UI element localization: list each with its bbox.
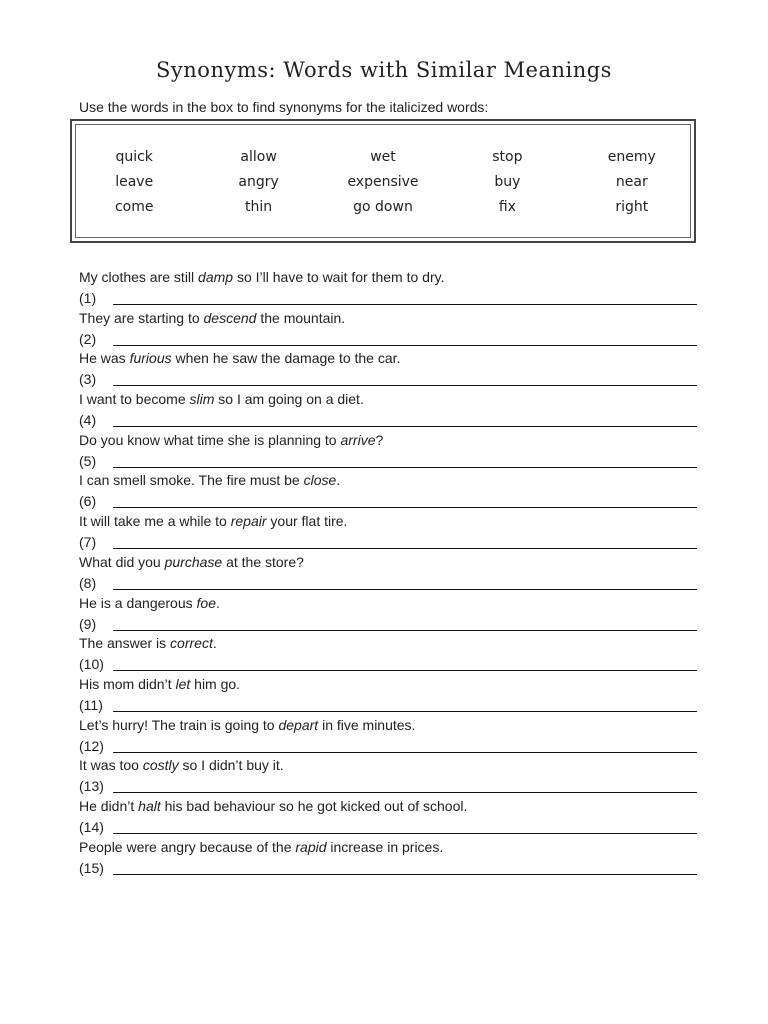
sentence-text: increase in prices. bbox=[326, 838, 444, 855]
word-box-word: leave bbox=[115, 174, 154, 190]
answer-line[interactable] bbox=[113, 670, 697, 671]
question-number: (11) bbox=[79, 696, 103, 713]
question-number: (7) bbox=[79, 534, 97, 551]
question-number: (12) bbox=[79, 737, 104, 754]
sentence-text: so I didn’t buy it. bbox=[178, 757, 284, 774]
question-item bbox=[79, 349, 697, 390]
question-item bbox=[79, 797, 697, 838]
question-number: (2) bbox=[79, 330, 97, 347]
answer-line[interactable] bbox=[113, 589, 697, 590]
word-box-word: come bbox=[114, 199, 154, 215]
italicized-word: arrive bbox=[340, 431, 376, 448]
word-box-word: buy bbox=[494, 174, 521, 190]
question-sentence bbox=[79, 594, 220, 612]
sentence-text: The answer is bbox=[79, 635, 171, 652]
italicized-word: costly bbox=[142, 757, 179, 774]
sentence-text: He didn’t bbox=[79, 797, 139, 814]
question-item bbox=[79, 716, 697, 757]
sentence-text: He was bbox=[79, 350, 130, 367]
question-sentence bbox=[79, 634, 217, 652]
word-box-word: fix bbox=[498, 199, 516, 215]
question-number: (14) bbox=[79, 818, 104, 835]
sentence-text: My clothes are still bbox=[79, 269, 199, 285]
answer-line[interactable] bbox=[113, 752, 697, 753]
sentence-text: They are starting to bbox=[79, 309, 204, 326]
sentence-text: . bbox=[336, 472, 341, 489]
answer-line[interactable] bbox=[113, 507, 697, 508]
question-sentence bbox=[79, 471, 340, 489]
answer-line[interactable] bbox=[113, 548, 697, 549]
question-sentence bbox=[79, 716, 415, 734]
question-sentence bbox=[79, 797, 467, 815]
sentence-text: your flat tire. bbox=[266, 513, 348, 530]
question-sentence bbox=[79, 675, 240, 693]
question-sentence bbox=[79, 838, 443, 856]
word-box-word: stop bbox=[492, 149, 523, 165]
answer-line[interactable] bbox=[113, 304, 697, 305]
word-box-word: thin bbox=[245, 199, 273, 215]
sentence-text: Do you know what time she is planning to bbox=[79, 431, 341, 448]
word-box-word: go down bbox=[353, 199, 413, 215]
sentence-text: His mom didn’t bbox=[79, 675, 176, 692]
sentence-text: . bbox=[216, 594, 220, 611]
instructions: Use the words in the box to find synonyms for the italicized words: bbox=[79, 99, 489, 115]
question-number: (8) bbox=[79, 574, 97, 591]
italicized-word: foe bbox=[196, 594, 216, 611]
italicized-word: slim bbox=[189, 391, 215, 408]
answer-line[interactable] bbox=[113, 426, 697, 427]
word-box bbox=[70, 119, 696, 243]
answer-line[interactable] bbox=[113, 792, 697, 793]
answer-line[interactable] bbox=[113, 345, 697, 346]
sentence-text: What did you bbox=[79, 553, 165, 570]
word-box-word: wet bbox=[370, 149, 396, 165]
question-item bbox=[79, 471, 697, 512]
question-sentence bbox=[79, 309, 345, 327]
italicized-word: purchase bbox=[164, 553, 223, 570]
question-item bbox=[79, 594, 697, 635]
word-box-word: quick bbox=[115, 149, 153, 165]
question-sentence bbox=[79, 756, 284, 774]
answer-line[interactable] bbox=[113, 467, 697, 468]
italicized-word: rapid bbox=[295, 838, 327, 855]
question-list bbox=[79, 268, 697, 878]
word-box-word: near bbox=[615, 174, 648, 190]
question-sentence bbox=[79, 268, 444, 286]
question-item bbox=[79, 431, 697, 472]
italicized-word: descend bbox=[203, 309, 257, 326]
sentence-text: . bbox=[212, 635, 217, 652]
question-number: (10) bbox=[79, 656, 104, 673]
word-box-word: expensive bbox=[347, 174, 419, 190]
italicized-word: damp bbox=[198, 269, 234, 285]
question-number: (15) bbox=[79, 859, 104, 876]
word-box-word: allow bbox=[240, 149, 277, 165]
question-item bbox=[79, 838, 697, 879]
sentence-text: I can smell smoke. The fire must be bbox=[79, 472, 304, 489]
sentence-text: in five minutes. bbox=[318, 716, 416, 733]
sentence-text: He is a dangerous bbox=[79, 594, 197, 611]
sentence-text: when he saw the damage to the car. bbox=[171, 350, 401, 367]
answer-line[interactable] bbox=[113, 385, 697, 386]
question-number: (1) bbox=[79, 290, 97, 306]
sentence-text: him go. bbox=[190, 675, 241, 692]
answer-line[interactable] bbox=[113, 630, 697, 631]
question-item bbox=[79, 309, 697, 350]
sentence-text: so I am going on a diet. bbox=[214, 391, 364, 408]
italicized-word: furious bbox=[129, 350, 172, 367]
question-number: (13) bbox=[79, 778, 104, 795]
question-number: (6) bbox=[79, 493, 97, 510]
word-grid bbox=[72, 148, 694, 216]
sentence-text: at the store? bbox=[222, 553, 304, 570]
question-sentence bbox=[79, 553, 304, 571]
sentence-text: People were angry because of the bbox=[79, 838, 296, 855]
question-number: (3) bbox=[79, 371, 97, 388]
question-item bbox=[79, 756, 697, 797]
answer-line[interactable] bbox=[113, 833, 697, 834]
sentence-text: It will take me a while to bbox=[79, 513, 231, 530]
sentence-text: his bad behaviour so he got kicked out of school. bbox=[160, 797, 468, 814]
answer-line[interactable] bbox=[113, 711, 697, 712]
question-sentence bbox=[79, 512, 347, 530]
question-item bbox=[79, 553, 697, 594]
question-item bbox=[79, 512, 697, 553]
question-number: (9) bbox=[79, 615, 97, 632]
question-item bbox=[79, 675, 697, 716]
italicized-word: depart bbox=[278, 716, 319, 733]
question-number: (4) bbox=[79, 412, 97, 429]
italicized-word: halt bbox=[138, 797, 161, 814]
italicized-word: correct bbox=[170, 635, 213, 652]
question-item bbox=[79, 634, 697, 675]
sentence-text: the mountain. bbox=[256, 309, 346, 326]
sentence-text: I want to become bbox=[79, 391, 190, 408]
word-box-word: angry bbox=[238, 174, 279, 190]
sentence-text: so I’ll have to wait for them to dry. bbox=[233, 269, 445, 285]
question-sentence bbox=[79, 349, 400, 367]
italicized-word: repair bbox=[230, 513, 267, 530]
question-sentence bbox=[79, 431, 383, 449]
question-sentence bbox=[79, 390, 364, 408]
word-box-word: right bbox=[615, 199, 649, 215]
answer-line[interactable] bbox=[113, 874, 697, 875]
question-item bbox=[79, 268, 697, 309]
sentence-text: It was too bbox=[79, 757, 143, 774]
sentence-text: Let’s hurry! The train is going to bbox=[79, 716, 279, 733]
sentence-text: ? bbox=[375, 431, 384, 448]
question-number: (5) bbox=[79, 452, 97, 469]
page-title: Synonyms: Words with Similar Meanings bbox=[156, 58, 612, 82]
italicized-word: let bbox=[175, 675, 191, 692]
italicized-word: close bbox=[303, 472, 337, 489]
question-item bbox=[79, 390, 697, 431]
word-box-word: enemy bbox=[607, 149, 656, 165]
